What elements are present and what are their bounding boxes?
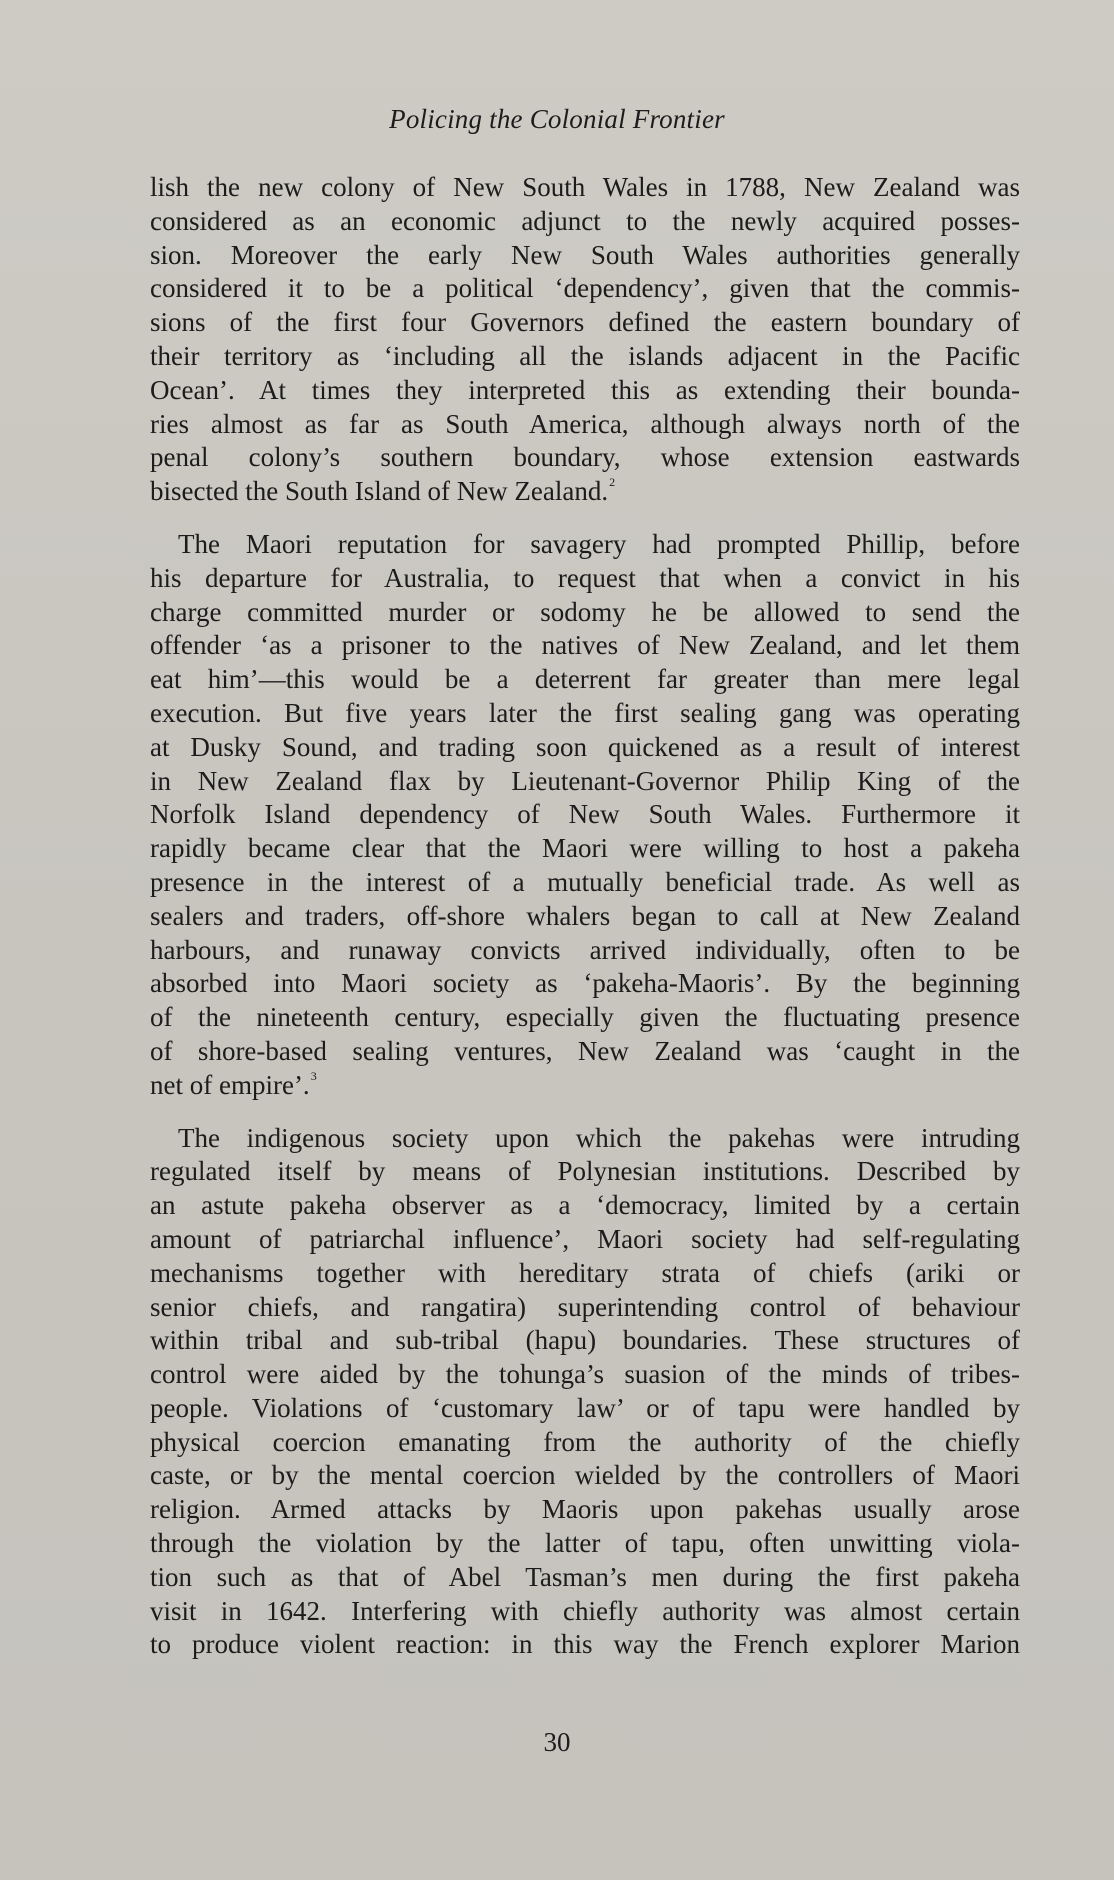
text-line: his departure for Australia, to request that when a convict in his <box>150 562 1020 593</box>
text-line: net of empire’. <box>150 1069 310 1100</box>
text-line: caste, or by the mental coercion wielded by the controllers of Maori <box>150 1460 1020 1491</box>
text-line: tion such as that of Abel Tasman’s men during the first pakeha <box>150 1561 1020 1592</box>
text-line-last <box>150 475 1020 509</box>
text-line: bisected the South Island of New Zealand. <box>150 476 609 507</box>
text-line: physical coercion emanating from the authority of the chiefly <box>150 1426 1020 1457</box>
text-line: rapidly became clear that the Maori were willing to host a pakeha <box>150 833 1020 864</box>
text-line: at Dusky Sound, and trading soon quickened as a result of interest <box>150 731 1020 762</box>
text-line: religion. Armed attacks by Maoris upon pakehas usually arose <box>150 1494 1020 1525</box>
body-text <box>150 171 1020 1681</box>
text-line: considered it to be a political ‘dependency’, given that the commis- <box>150 273 1020 304</box>
text-line: to produce violent reaction: in this way the French explorer Marion <box>150 1629 1020 1660</box>
text-line: eat him’—this would be a deterrent far greater than mere legal <box>150 664 1020 695</box>
text-line: senior chiefs, and rangatira) superintending control of behaviour <box>150 1291 1020 1322</box>
page-number: 30 <box>543 1727 571 1757</box>
text-line: visit in 1642. Interfering with chiefly authority was almost certain <box>150 1595 1020 1626</box>
text-line: regulated itself by means of Polynesian institutions. Described by <box>150 1156 1020 1187</box>
text-line: control were aided by the tohunga’s suasion of the minds of tribes- <box>150 1359 1020 1390</box>
text-line: offender ‘as a prisoner to the natives of New Zealand, and let them <box>150 630 1020 661</box>
text-line: Ocean’. At times they interpreted this as extending their bounda- <box>150 374 1020 405</box>
text-line: presence in the interest of a mutually beneficial trade. As well as <box>150 866 1020 897</box>
text-line-last <box>150 1069 1020 1103</box>
text-line: amount of patriarchal influence’, Maori society had self-regulating <box>150 1223 1020 1254</box>
paragraph-3 <box>150 1122 1020 1663</box>
running-head: Policing the Colonial Frontier <box>389 104 725 134</box>
footnote-marker: 2 <box>609 475 616 490</box>
text-line: sealers and traders, off-shore whalers began to call at New Zealand <box>150 900 1020 931</box>
text-line: penal colony’s southern boundary, whose extension eastwards <box>150 442 1020 473</box>
text-line: sion. Moreover the early New South Wales authorities generally <box>150 239 1020 270</box>
text-line: of the nineteenth century, especially given the fluctuating presence <box>150 1002 1020 1033</box>
text-line: an astute pakeha observer as a ‘democracy, limited by a certain <box>150 1190 1020 1221</box>
text-line: absorbed into Maori society as ‘pakeha-Maoris’. By the beginning <box>150 968 1020 999</box>
text-line: harbours, and runaway convicts arrived individually, often to be <box>150 934 1020 965</box>
text-line: their territory as ‘including all the islands adjacent in the Pacific <box>150 340 1020 371</box>
paragraph-2 <box>150 528 1020 1103</box>
text-line: through the violation by the latter of tapu, often unwitting viola- <box>150 1528 1020 1559</box>
paragraph-1 <box>150 171 1020 509</box>
text-line: lish the new colony of New South Wales in 1788, New Zealand was <box>150 172 1020 202</box>
text-line: mechanisms together with hereditary strata of chiefs (ariki or <box>150 1257 1020 1288</box>
text-line: within tribal and sub-tribal (hapu) boundaries. These structures of <box>150 1325 1020 1356</box>
text-line: execution. But five years later the first sealing gang was operating <box>150 697 1020 728</box>
text-line: charge committed murder or sodomy he be allowed to send the <box>150 596 1020 627</box>
text-line: Norfolk Island dependency of New South Wales. Furthermore it <box>150 799 1020 830</box>
text-line: of shore-based sealing ventures, New Zealand was ‘caught in the <box>150 1035 1020 1066</box>
text-line: sions of the first four Governors defined the eastern boundary of <box>150 307 1020 338</box>
text-line: people. Violations of ‘customary law’ or of tapu were handled by <box>150 1392 1020 1423</box>
text-line: The indigenous society upon which the pakehas were intruding <box>178 1122 1020 1153</box>
footnote-marker: 3 <box>310 1068 317 1083</box>
text-line: The Maori reputation for savagery had prompted Phillip, before <box>178 528 1020 559</box>
text-line: considered as an economic adjunct to the newly acquired posses- <box>150 205 1020 236</box>
text-line: in New Zealand flax by Lieutenant-Governor Philip King of the <box>150 765 1020 796</box>
text-line: ries almost as far as South America, although always north of the <box>150 408 1020 439</box>
